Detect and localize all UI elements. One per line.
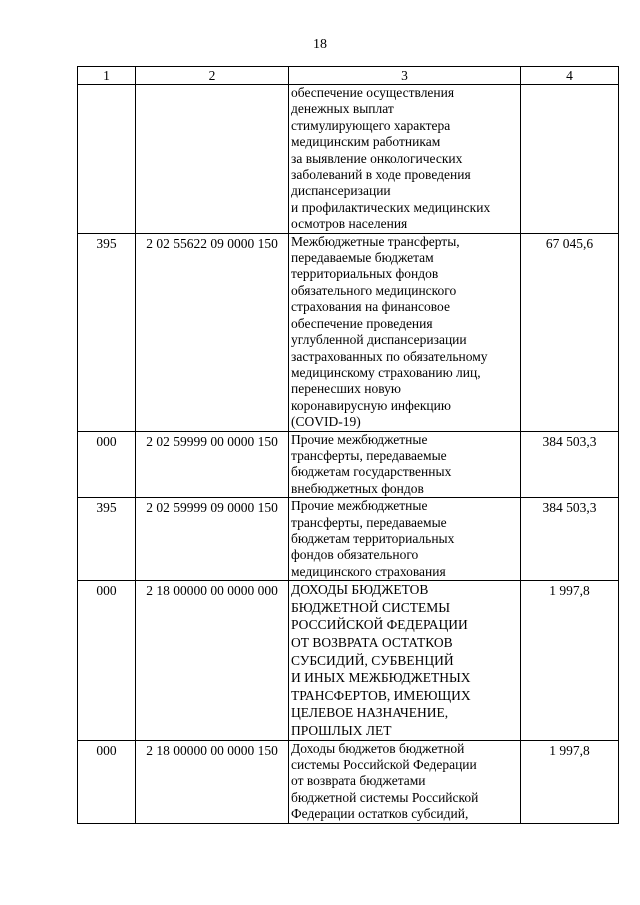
- revenue-code-cell: 2 18 00000 00 0000 000: [136, 581, 289, 740]
- revenue-name-line: бюджетам государственных: [291, 464, 452, 480]
- table-header-row: [78, 67, 619, 85]
- revenue-name-line: фондов обязательного: [291, 547, 419, 563]
- revenue-name-line: трансферты, передаваемые: [291, 447, 447, 463]
- revenue-code-cell: 2 18 00000 00 0000 150: [136, 740, 289, 823]
- revenue-name-line: РОССИЙСКОЙ ФЕДЕРАЦИИ: [291, 617, 468, 633]
- revenue-name-line: Межбюджетные трансферты,: [291, 233, 460, 249]
- revenue-name-line: Прочие межбюджетные: [291, 498, 428, 514]
- revenue-name-line: ЦЕЛЕВОЕ НАЗНАЧЕНИЕ,: [291, 705, 449, 721]
- revenue-name-line: бюджетной системы Российской: [291, 789, 479, 805]
- revenue-name-line: БЮДЖЕТНОЙ СИСТЕМЫ: [291, 599, 451, 615]
- admin-code-cell: 000: [78, 581, 136, 740]
- revenue-name-line: обеспечение осуществления: [291, 85, 455, 100]
- revenue-name-cell: [289, 498, 521, 581]
- revenue-name-line: И ИНЫХ МЕЖБЮДЖЕТНЫХ: [291, 670, 471, 686]
- table-row: [78, 740, 619, 823]
- column-header-1: 1: [78, 67, 136, 85]
- admin-code-cell: 395: [78, 498, 136, 581]
- revenue-name-line: перенесших новую: [291, 381, 401, 397]
- revenue-code-cell: 2 02 55622 09 0000 150: [136, 233, 289, 431]
- revenue-code-cell: 2 02 59999 00 0000 150: [136, 431, 289, 498]
- revenue-name-line: Федерации остатков субсидий,: [291, 806, 469, 822]
- amount-cell: 1 997,8: [521, 581, 619, 740]
- revenue-name-line: медицинским работникам: [291, 134, 441, 150]
- table-row: [78, 431, 619, 498]
- revenue-name-line: медицинскому страхованию лиц,: [291, 364, 481, 380]
- revenue-name-line: диспансеризации: [291, 183, 391, 199]
- revenue-name-line: углубленной диспансеризации: [291, 332, 467, 348]
- revenue-name-line: страхования на финансовое: [291, 299, 450, 315]
- revenue-name-line: (COVID-19): [291, 414, 361, 430]
- revenue-name-line: Доходы бюджетов бюджетной: [291, 740, 465, 756]
- revenue-name-line: обязательного медицинского: [291, 282, 457, 298]
- amount-cell: [521, 85, 619, 234]
- revenue-name-line: ДОХОДЫ БЮДЖЕТОВ: [291, 582, 429, 598]
- revenue-name-line: ОТ ВОЗВРАТА ОСТАТКОВ: [291, 634, 453, 650]
- table-row: [78, 85, 619, 234]
- column-header-4: 4: [521, 67, 619, 85]
- revenue-name-line: заболеваний в ходе проведения: [291, 167, 471, 183]
- revenue-name-line: застрахованных по обязательному: [291, 348, 488, 364]
- revenue-name-cell: [289, 431, 521, 498]
- admin-code-cell: 000: [78, 740, 136, 823]
- revenue-name-cell: [289, 740, 521, 823]
- admin-code-cell: 395: [78, 233, 136, 431]
- amount-cell: 67 045,6: [521, 233, 619, 431]
- amount-cell: 384 503,3: [521, 431, 619, 498]
- revenue-name-line: осмотров населения: [291, 216, 408, 232]
- revenue-name-line: территориальных фондов: [291, 266, 439, 282]
- revenue-name-line: денежных выплат: [291, 101, 394, 117]
- revenue-name-line: и профилактических медицинских: [291, 199, 491, 215]
- revenue-code-cell: [136, 85, 289, 234]
- revenue-name-line: коронавирусную инфекцию: [291, 397, 451, 413]
- revenue-name-line: стимулирующего характера: [291, 117, 451, 133]
- revenue-name-cell: [289, 581, 521, 740]
- revenue-name-line: за выявление онкологических: [291, 150, 463, 166]
- table-row: [78, 498, 619, 581]
- revenue-code-cell: 2 02 59999 09 0000 150: [136, 498, 289, 581]
- revenue-name-line: системы Российской Федерации: [291, 756, 477, 772]
- revenue-name-line: ПРОШЛЫХ ЛЕТ: [291, 722, 392, 738]
- revenue-name-line: передаваемые бюджетам: [291, 250, 434, 266]
- revenue-name-line: трансферты, передаваемые: [291, 514, 447, 530]
- revenue-name-line: Прочие межбюджетные: [291, 431, 428, 447]
- table-row: [78, 233, 619, 431]
- admin-code-cell: [78, 85, 136, 234]
- revenue-name-line: обеспечение проведения: [291, 315, 433, 331]
- column-header-3: 3: [289, 67, 521, 85]
- revenue-name-line: СУБСИДИЙ, СУБВЕНЦИЙ: [291, 652, 454, 668]
- revenue-name-line: внебюджетных фондов: [291, 480, 424, 496]
- revenue-name-cell: [289, 85, 521, 234]
- amount-cell: 384 503,3: [521, 498, 619, 581]
- revenue-name-line: медицинского страхования: [291, 563, 446, 579]
- table-row: [78, 581, 619, 740]
- revenue-name-line: ТРАНСФЕРТОВ, ИМЕЮЩИХ: [291, 687, 471, 703]
- revenue-name-line: бюджетам территориальных: [291, 530, 455, 546]
- amount-cell: 1 997,8: [521, 740, 619, 823]
- column-header-2: 2: [136, 67, 289, 85]
- revenue-name-line: от возврата бюджетами: [291, 773, 426, 789]
- admin-code-cell: 000: [78, 431, 136, 498]
- revenue-name-cell: [289, 233, 521, 431]
- budget-revenue-table: [77, 66, 619, 824]
- page-number: 18: [313, 37, 327, 52]
